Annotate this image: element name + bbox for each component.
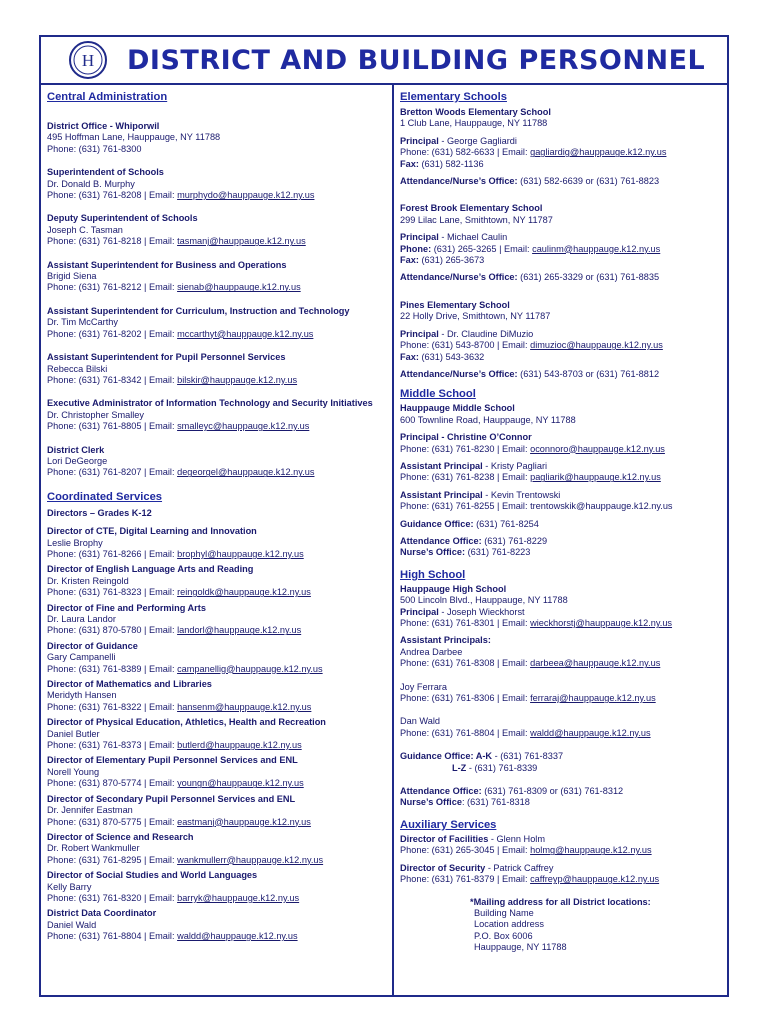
entry-title: Director of Secondary Pupil Personnel Services and ENL <box>47 793 296 804</box>
ap-entry <box>400 647 725 670</box>
bretton-woods-block <box>400 107 725 187</box>
entry-name: Joseph C. Tasman <box>47 224 123 235</box>
phone-text: Phone: (631) 761-8301 | Email: <box>400 618 531 628</box>
entry-title: Director of Science and Research <box>47 831 194 842</box>
entry-name: Daniel Butler <box>47 728 100 739</box>
personnel-entry <box>47 398 387 432</box>
phone-text: Phone: (631) 761-8306 | Email: <box>400 693 531 704</box>
phone-label: Phone: <box>400 243 432 254</box>
ap-name: Joy Ferrara <box>400 681 447 692</box>
district-office-block <box>47 121 387 155</box>
email-link[interactable]: barryk@hauppauge.k12.ny.us <box>177 892 300 903</box>
fax-label: Fax: <box>400 351 419 362</box>
entry-title: Assistant Superintendent for Curriculum, Instruction and Technology <box>47 305 350 316</box>
email-link[interactable]: oconnoro@hauppauge.k12.ny.us <box>530 443 665 454</box>
nurse-label: Nurse’s Office <box>400 797 462 808</box>
school-name: Forest Brook Elementary School <box>400 203 543 214</box>
high-school-block <box>400 584 725 809</box>
attendance-label: Attendance Office: <box>400 535 482 546</box>
ap-name: - Kevin Trentowski <box>482 489 561 500</box>
email-link[interactable]: darbeea@hauppauge.k12.ny.us <box>530 658 661 669</box>
coordinated-services-heading: Coordinated Services <box>47 490 163 503</box>
attendance-number: (631) 543-8703 or (631) 761-8812 <box>517 368 660 379</box>
auxiliary-heading: Auxiliary Services <box>400 818 497 831</box>
directors-heading: Directors – Grades K-12 <box>47 507 152 518</box>
guidance-label: Guidance Office: A-K <box>400 751 493 762</box>
entry-name: Lori DeGeorge <box>47 455 108 466</box>
school-name: Hauppauge Middle School <box>400 403 515 414</box>
guidance-number: (631) 761-8254 <box>473 518 539 529</box>
entry-title: Director of Physical Education, Athletics, Health and Recreation <box>47 717 326 728</box>
ap-name: - Kristy Pagliari <box>482 460 548 471</box>
attendance-label: Attendance Office: <box>400 786 482 797</box>
personnel-entry <box>47 870 387 904</box>
phone-text: Phone: (631) 761-8295 | Email: <box>47 854 178 865</box>
entry-name: Dr. Kristen Reingold <box>47 575 129 586</box>
email-link[interactable]: tasmanj@hauppauge.k12.ny.us <box>177 236 306 247</box>
email-link[interactable]: holmg@hauppauge.k12.ny.us <box>530 845 652 856</box>
facilities-block <box>400 834 725 857</box>
school-name: Hauppauge High School <box>400 583 507 594</box>
email-link[interactable]: caulinm@hauppauge.k12.ny.us <box>532 243 661 254</box>
entry-name: Dr. Donald B. Murphy <box>47 178 135 189</box>
district-office-address: 495 Hoffman Lane, Hauppauge, NY 11788 <box>47 132 221 143</box>
entry-title: Director of Guidance <box>47 640 138 651</box>
attendance-label: Attendance/Nurse’s Office: <box>400 176 518 187</box>
left-column <box>47 85 387 943</box>
high-school-heading: High School <box>400 568 466 581</box>
ap-label: Assistant Principal <box>400 460 483 471</box>
email-link[interactable]: bilskir@hauppauge.k12.ny.us <box>177 374 298 385</box>
entry-title: Director of Fine and Performing Arts <box>47 602 206 613</box>
entry-name: Dr. Tim McCarthy <box>47 317 118 328</box>
column-divider <box>392 85 394 995</box>
entry-title: District Data Coordinator <box>47 908 157 919</box>
principal-label: Principal <box>400 328 439 339</box>
personnel-entry <box>47 794 387 828</box>
attendance-number: (631) 265-3329 or (631) 761-8835 <box>517 272 660 283</box>
ap-entry <box>400 682 725 705</box>
middle-school-block <box>400 403 725 558</box>
email-link[interactable]: ferraraj@hauppauge.k12.ny.us <box>530 693 656 704</box>
principal-line: Principal - Christine O’Connor <box>400 432 532 443</box>
phone-text: Phone: (631) 870-5775 | Email: <box>47 816 178 827</box>
phone-text: (631) 265-3265 | Email: <box>431 243 533 254</box>
personnel-entry <box>47 908 387 942</box>
attendance-number: (631) 761-8309 or (631) 761-8312 <box>481 786 624 797</box>
mailing-line: Location address <box>474 919 544 930</box>
page-title: DISTRICT AND BUILDING PERSONNEL <box>127 45 706 76</box>
entry-title: Superintendent of Schools <box>47 167 164 178</box>
entry-name: Dr. Laura Landor <box>47 614 116 624</box>
attendance-label: Attendance/Nurse’s Office: <box>400 368 518 379</box>
entry-name: Kelly Barry <box>47 881 92 892</box>
entry-name: Dr. Jennifer Eastman <box>47 805 133 816</box>
email-link[interactable]: reingoldk@hauppauge.k12.ny.us <box>177 587 311 598</box>
phone-text: Phone: (631) 870-5774 | Email: <box>47 778 178 789</box>
phone-text: Phone: (631) 761-8208 | Email: <box>47 190 178 201</box>
nurse-number: (631) 761-8223 <box>465 547 531 558</box>
phone-text: Phone: (631) 761-8207 | Email: <box>47 467 178 478</box>
entry-name: Rebecca Bilski <box>47 363 108 374</box>
pines-block <box>400 300 725 380</box>
fax-label: Fax: <box>400 255 419 266</box>
attendance-label: Attendance/Nurse’s Office: <box>400 272 518 283</box>
entry-name: Daniel Wald <box>47 919 97 930</box>
ap-label: Assistant Principal <box>400 489 483 500</box>
district-office-phone: Phone: (631) 761-8300 <box>47 143 142 154</box>
email-link[interactable]: eastmanj@hauppauge.k12.ny.us <box>177 816 311 827</box>
school-name: Bretton Woods Elementary School <box>400 107 551 117</box>
central-admin-list <box>47 167 387 479</box>
mailing-line: Building Name <box>474 907 534 918</box>
phone-text: Phone: (631) 761-8342 | Email: <box>47 374 178 385</box>
guidance-lz-number: - (631) 761-8339 <box>466 762 538 773</box>
district-logo <box>69 41 107 79</box>
mailing-address-block <box>470 897 725 954</box>
phone-text: Phone: (631) 761-8805 | Email: <box>47 421 178 432</box>
phone-text: Phone: (631) 761-8804 | Email: <box>47 931 178 942</box>
phone-text: Phone: (631) 761-8804 | Email: <box>400 727 531 738</box>
school-name: Pines Elementary School <box>400 299 510 310</box>
phone-text: Phone: (631) 761-8255 | Email: trentowskik@hauppauge.k12.ny.us <box>400 501 673 512</box>
entry-name: Dr. Christopher Smalley <box>47 409 145 420</box>
phone-text: Phone: (631) 761-8218 | Email: <box>47 236 178 247</box>
email-link[interactable]: campanellig@hauppauge.k12.ny.us <box>177 663 323 674</box>
phone-text: Phone: (631) 761-8230 | Email: <box>400 443 531 454</box>
personnel-entry <box>47 306 387 340</box>
page-header <box>41 37 727 85</box>
phone-text: Phone: (631) 761-8238 | Email: <box>400 472 531 483</box>
email-link[interactable]: mccarthyt@hauppauge.k12.ny.us <box>177 328 314 339</box>
principal-label: Principal <box>400 606 439 617</box>
entry-name: Meridyth Hansen <box>47 690 117 701</box>
email-link[interactable]: gagliardig@hauppauge.k12.ny.us <box>530 147 667 158</box>
email-link[interactable]: butlerd@hauppauge.k12.ny.us <box>177 740 302 751</box>
entry-title: Deputy Superintendent of Schools <box>47 213 198 224</box>
elementary-heading: Elementary Schools <box>400 91 507 103</box>
fax-number: (631) 265-3673 <box>418 255 485 266</box>
facilities-label: Director of Facilities <box>400 833 489 844</box>
phone-text: Phone: (631) 761-8320 | Email: <box>47 892 178 903</box>
phone-text: Phone: (631) 761-8212 | Email: <box>47 282 178 293</box>
personnel-entry <box>47 755 387 789</box>
principal-name: - George Gagliardi <box>438 135 517 146</box>
email-link[interactable]: caffreyp@hauppauge.k12.ny.us <box>530 874 660 885</box>
logo-seal-icon <box>71 43 105 77</box>
entry-title: Director of CTE, Digital Learning and Innovation <box>47 526 257 537</box>
school-address: 1 Club Lane, Hauppauge, NY 11788 <box>400 118 548 129</box>
personnel-entry <box>47 213 387 247</box>
svg-text:H: H <box>81 51 95 70</box>
phone-text: Phone: (631) 543-8700 | Email: <box>400 340 531 351</box>
principal-name: - Michael Caulin <box>438 232 508 243</box>
email-link[interactable]: murphydo@hauppauge.k12.ny.us <box>177 190 315 201</box>
entry-title: Director of Elementary Pupil Personnel Services and ENL <box>47 755 298 766</box>
ap-name: Andrea Darbee <box>400 646 463 657</box>
ap-heading: Assistant Principals: <box>400 635 491 646</box>
page-frame <box>39 35 729 997</box>
phone-text: Phone: (631) 761-8202 | Email: <box>47 328 178 339</box>
phone-text: Phone: (631) 761-8389 | Email: <box>47 663 178 674</box>
school-address: 500 Lincoln Blvd., Hauppauge, NY 11788 <box>400 595 568 606</box>
phone-text: Phone: (631) 761-8373 | Email: <box>47 740 178 751</box>
phone-text: Phone: (631) 761-8322 | Email: <box>47 701 178 712</box>
personnel-entry <box>47 717 387 751</box>
phone-text: Phone: (631) 870-5780 | Email: <box>47 625 178 636</box>
email-link[interactable]: degeorgel@hauppauge.k12.ny.us <box>177 467 315 478</box>
directors-list <box>47 526 387 942</box>
entry-title: Director of English Language Arts and Reading <box>47 564 254 575</box>
entry-name: Brigid Siena <box>47 271 97 282</box>
entry-name: Norell Young <box>47 766 100 777</box>
personnel-entry <box>47 260 387 294</box>
guidance-lz-label: L-Z <box>452 762 467 773</box>
personnel-entry <box>47 445 387 479</box>
security-name: - Patrick Caffrey <box>485 862 554 873</box>
personnel-entry <box>47 352 387 386</box>
security-label: Director of Security <box>400 862 486 873</box>
nurse-number: : (631) 761-8318 <box>461 797 530 808</box>
phone-text: Phone: (631) 265-3045 | Email: <box>400 845 531 856</box>
principal-label: Principal <box>400 135 439 146</box>
email-link[interactable]: hansenm@hauppauge.k12.ny.us <box>177 701 312 712</box>
email-link[interactable]: sienab@hauppauge.k12.ny.us <box>177 282 301 293</box>
entry-title: Assistant Superintendent for Business and Operations <box>47 259 287 270</box>
ap-name: Dan Wald <box>400 716 440 727</box>
nurse-label: Nurse’s Office: <box>400 547 466 558</box>
email-link[interactable]: youngn@hauppauge.k12.ny.us <box>177 778 304 789</box>
middle-school-heading: Middle School <box>400 388 476 401</box>
entry-title: Director of Social Studies and World Languages <box>47 870 258 881</box>
personnel-entry <box>47 603 387 637</box>
email-link[interactable]: waldd@hauppauge.k12.ny.us <box>530 727 651 738</box>
principal-name: - Joseph Wieckhorst <box>438 606 525 617</box>
phone-text: Phone: (631) 582-6633 | Email: <box>400 147 531 158</box>
school-address: 22 Holly Drive, Smithtown, NY 11787 <box>400 311 551 322</box>
guidance-number: - (631) 761-8337 <box>492 751 564 762</box>
ap-entry <box>400 716 725 739</box>
email-link[interactable]: smalleyc@hauppauge.k12.ny.us <box>177 421 310 432</box>
email-link[interactable]: wankmullerr@hauppauge.k12.ny.us <box>177 854 324 865</box>
personnel-entry <box>47 167 387 201</box>
personnel-entry <box>47 641 387 675</box>
email-link[interactable]: pagliarik@hauppauge.k12.ny.us <box>530 472 661 483</box>
phone-text: Phone: (631) 761-8308 | Email: <box>400 658 531 669</box>
security-block <box>400 863 725 886</box>
entry-title: District Clerk <box>47 444 105 455</box>
entry-title: Director of Mathematics and Libraries <box>47 679 212 690</box>
email-link[interactable]: dimuzioc@hauppauge.k12.ny.us <box>530 340 663 351</box>
attendance-number: (631) 761-8229 <box>481 535 548 546</box>
mailing-line: Hauppauge, NY 11788 <box>474 942 567 953</box>
phone-text: Phone: (631) 761-8379 | Email: <box>400 874 531 885</box>
forest-brook-block <box>400 203 725 283</box>
mailing-heading: *Mailing address for all District locations: <box>470 896 651 907</box>
email-link[interactable]: landorl@hauppauge.k12.ny.us <box>177 625 302 636</box>
entry-name: Gary Campanelli <box>47 652 116 663</box>
personnel-entry <box>47 832 387 866</box>
facilities-name: - Glenn Holm <box>488 833 546 844</box>
entry-name: Dr. Robert Wankmuller <box>47 843 140 854</box>
principal-name: - Dr. Claudine DiMuzio <box>438 328 534 339</box>
guidance-label: Guidance Office: <box>400 518 474 529</box>
personnel-entry <box>47 679 387 713</box>
email-link[interactable]: brophyl@hauppauge.k12.ny.us <box>177 548 304 559</box>
phone-text: Phone: (631) 761-8323 | Email: <box>47 587 178 598</box>
right-column <box>400 85 725 954</box>
personnel-entry <box>47 526 387 560</box>
entry-title: Executive Administrator of Information Technology and Security Initiatives <box>47 398 373 409</box>
mailing-line: P.O. Box 6006 <box>474 930 533 941</box>
personnel-entry <box>47 564 387 598</box>
principal-label: Principal <box>400 232 439 243</box>
entry-name: Leslie Brophy <box>47 537 103 548</box>
fax-label: Fax: <box>400 158 419 169</box>
entry-title: Assistant Superintendent for Pupil Personnel Services <box>47 352 286 363</box>
fax-number: (631) 582-1136 <box>418 158 484 169</box>
fax-number: (631) 543-3632 <box>418 351 485 362</box>
central-admin-heading: Central Administration <box>47 91 168 103</box>
school-address: 600 Townline Road, Hauppauge, NY 11788 <box>400 414 576 425</box>
school-address: 299 Lilac Lane, Smithtown, NY 11787 <box>400 214 553 225</box>
phone-text: Phone: (631) 761-8266 | Email: <box>47 548 178 559</box>
email-link[interactable]: waldd@hauppauge.k12.ny.us <box>177 931 298 942</box>
district-office-title: District Office - Whiporwil <box>47 121 160 131</box>
attendance-number: (631) 582-6639 or (631) 761-8823 <box>517 176 660 187</box>
email-link[interactable]: wieckhorstj@hauppauge.k12.ny.us <box>530 618 673 628</box>
